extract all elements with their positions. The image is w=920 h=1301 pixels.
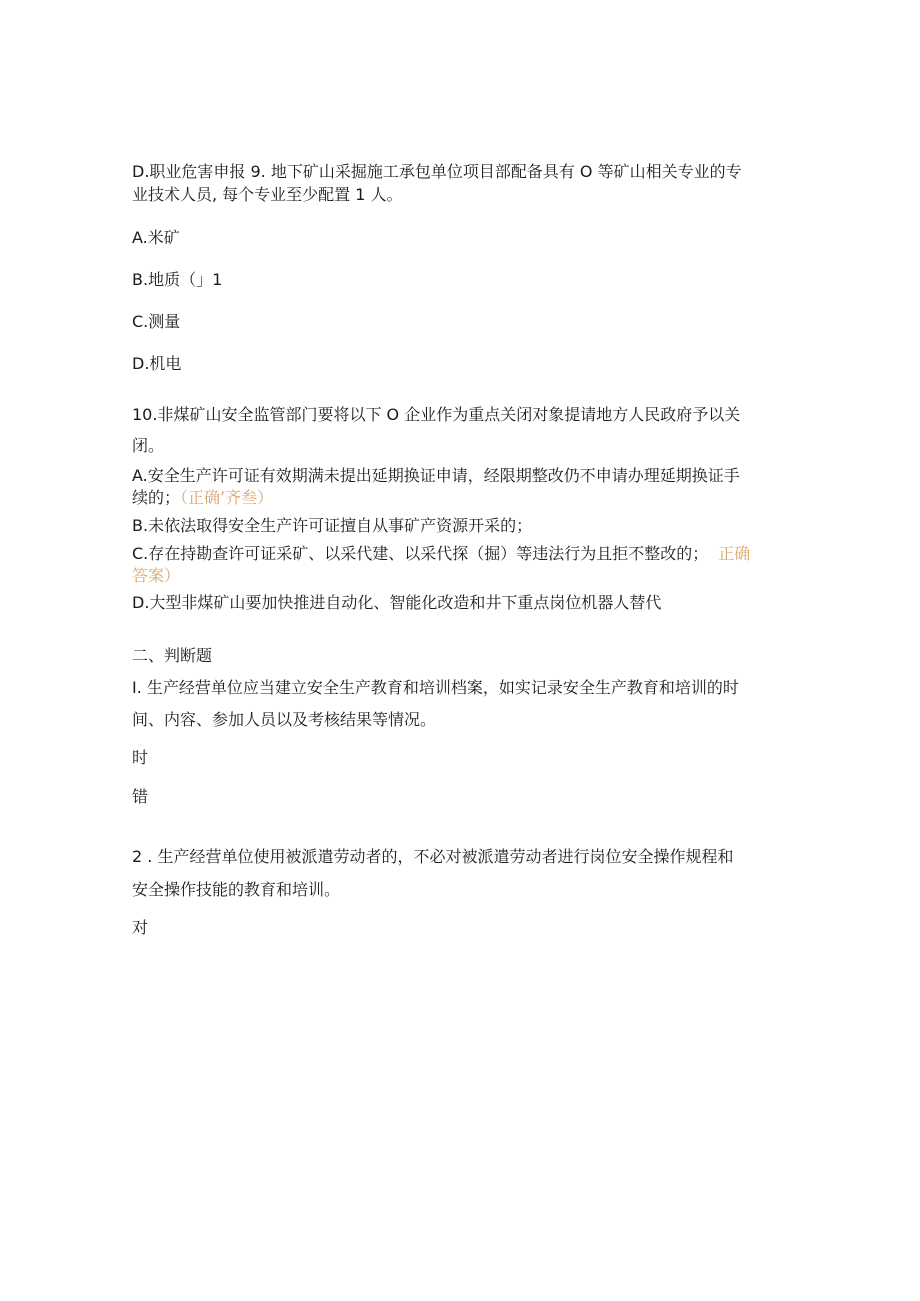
q10-text-line1: 10.非煤矿山安全监管部门要将以下 O 企业作为重点关闭对象提请地方人民政府予以关 bbox=[132, 405, 741, 424]
q10-option-a-line1: A.安全生产许可证有效期满未提出延期换证申请，经限期整改仍不申请办理延期换证手 bbox=[132, 466, 740, 485]
tf2-option-true: 对 bbox=[132, 918, 149, 937]
q9-text-line1: D.职业危害申报 9. 地下矿山采掘施工承包单位项目部配备具有 O 等矿山相关专业的专 bbox=[132, 162, 742, 181]
q10-text-line2: 闭。 bbox=[132, 436, 165, 455]
correct-answer-mark-continued: 答案） bbox=[132, 566, 181, 585]
q9-option-d: D.机电 bbox=[132, 354, 182, 373]
tf1-text-line1: I. 生产经营单位应当建立安全生产教育和培训档案，如实记录安全生产教育和培训的时 bbox=[132, 678, 739, 697]
q9-option-c: C.测量 bbox=[132, 312, 181, 331]
correct-answer-mark: 正确 bbox=[718, 544, 751, 563]
q10-option-d: D.大型非煤矿山要加快推进自动化、智能化改造和井下重点岗位机器人替代 bbox=[132, 593, 662, 612]
tf2-text-line2: 安全操作技能的教育和培训。 bbox=[132, 880, 341, 899]
tf1-option-true: 时 bbox=[132, 748, 149, 767]
q9-text-line2: 业技术人员, 每个专业至少配置 1 人。 bbox=[132, 185, 403, 204]
section-heading: 二、判断题 bbox=[132, 646, 213, 665]
q10-option-a-text: 续的； bbox=[132, 488, 181, 507]
tf2-text-line1: 2 . 生产经营单位使用被派遣劳动者的，不必对被派遣劳动者进行岗位安全操作规程和 bbox=[132, 847, 734, 866]
q10-option-b: B.未依法取得安全生产许可证擅自从事矿产资源开采的； bbox=[132, 516, 533, 535]
tf1-option-false: 错 bbox=[132, 787, 149, 806]
q10-option-c-text: C.存在持勘查许可证采矿、以采代建、以采代探（掘）等违法行为且拒不整改的； bbox=[132, 544, 709, 563]
q10-option-c-line1 bbox=[132, 543, 750, 565]
q9-option-a: A.米矿 bbox=[132, 228, 180, 247]
correct-answer-mark: （正确’齐叁） bbox=[180, 488, 274, 507]
q10-option-a-line2 bbox=[132, 487, 273, 509]
tf1-text-line2: 间、内容、参加人员以及考核结果等情况。 bbox=[132, 710, 437, 729]
q9-option-b: B.地质（」1 bbox=[132, 270, 223, 289]
